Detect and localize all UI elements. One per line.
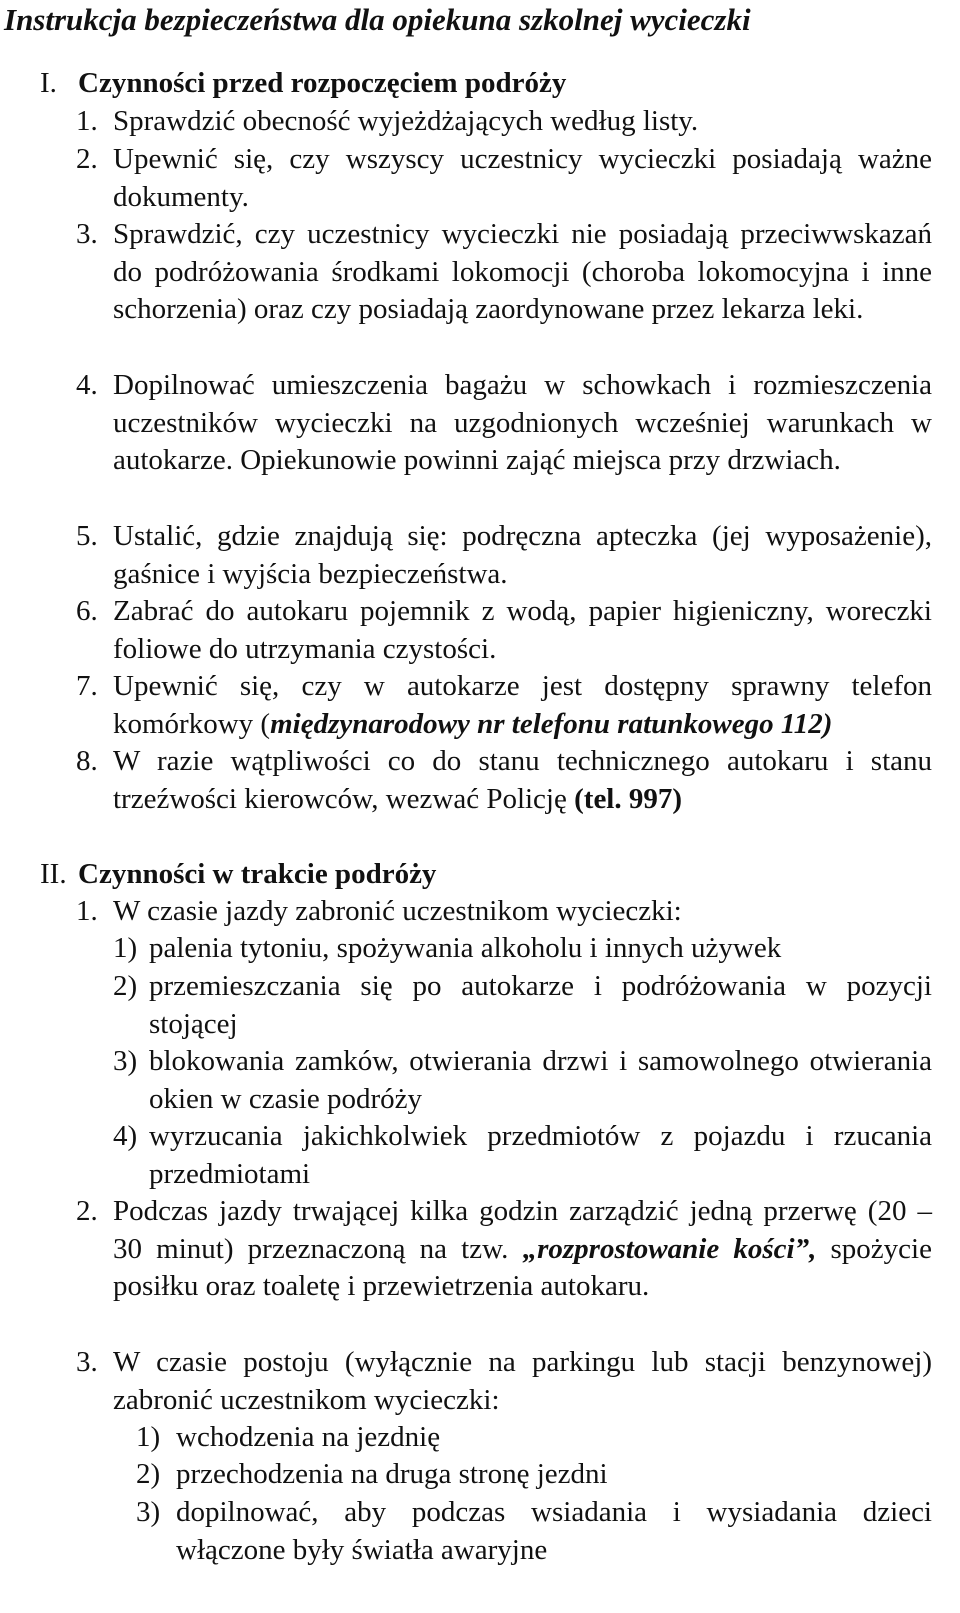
section-1-title: Czynności przed rozpoczęciem podróży — [78, 67, 567, 99]
rest-break-phrase: „rozprostowanie kości”, — [522, 1232, 817, 1265]
section-1-heading — [40, 64, 566, 102]
list-item: 2. Podczas jazdy trwającej kilka godzin zarządzić jedną przerwę (20 – 30 minut) przeznaczoną na tzw. „rozprostowanie kości”, spożycie posiłku oraz toaletę i przewietrzenia autokaru. — [76, 1195, 932, 1303]
list-item: 7. Upewnić się, czy w autokarze jest dostępny sprawny telefon komórkowy (międzynarodowy nr telefonu ratunkowego 112) — [76, 670, 932, 740]
document-title: Instrukcja bezpieczeństwa dla opiekuna szkolnej wycieczki — [4, 2, 751, 37]
sub-list-item: 1) wchodzenia na jezdnię — [136, 1421, 441, 1453]
section-2-number: II. — [40, 858, 67, 890]
sub-list-item: 2) przemieszczania się po autokarze i podróżowania w pozycji stojącej — [113, 970, 932, 1040]
list-item: 2. Upewnić się, czy wszyscy uczestnicy wycieczki posiadają ważne dokumenty. — [76, 143, 932, 213]
sub-list-item: 3) blokowania zamków, otwierania drzwi i samowolnego otwierania okien w czasie podróży — [113, 1045, 932, 1115]
sub-list-item: 2) przechodzenia na druga stronę jezdni — [136, 1458, 608, 1490]
section-2-heading — [40, 855, 436, 893]
list-item: 8. W razie wątpliwości co do stanu technicznego autokaru i stanu trzeźwości kierowców, wezwać Policję (tel. 997) — [76, 745, 932, 815]
sub-list-item: 4) wyrzucania jakichkolwiek przedmiotów z pojazdu i rzucania przedmiotami — [113, 1120, 932, 1190]
section-2-title: Czynności w trakcie podróży — [78, 858, 437, 890]
list-item: 1. Sprawdzić obecność wyjeżdżających według listy. — [76, 105, 699, 137]
list-item: 3. Sprawdzić, czy uczestnicy wycieczki nie posiadają przeciwwskazań do podróżowania środkami lokomocji (choroba lokomocyjna i inne schorzenia) oraz czy posiadają zaordynowane przez lekarza leki. — [76, 218, 932, 326]
emergency-number-note: międzynarodowy nr telefonu ratunkowego 112) — [270, 707, 833, 740]
list-item: 5. Ustalić, gdzie znajdują się: podręczna apteczka (jej wyposażenie), gaśnice i wyjścia bezpieczeństwa. — [76, 520, 932, 590]
section-1-number: I. — [40, 67, 57, 99]
sub-list-item: 3) dopilnować, aby podczas wsiadania i wysiadania dzieci włączone były światła awaryjne — [136, 1496, 932, 1566]
list-item: 4. Dopilnować umieszczenia bagażu w schowkach i rozmieszczenia uczestników wycieczki na uzgodnionych wcześniej warunkach w autokarze. Opiekunowie powinni zająć miejsca przy drzwiach. — [76, 369, 932, 477]
list-item: 3. W czasie postoju (wyłącznie na parkingu lub stacji benzynowej) zabronić uczestnikom wycieczki: — [76, 1346, 932, 1416]
list-item: 1. W czasie jazdy zabronić uczestnikom wycieczki: — [76, 895, 682, 927]
sub-list-item: 1) palenia tytoniu, spożywania alkoholu i innych używek — [113, 932, 782, 964]
police-number-note: (tel. 997) — [574, 782, 683, 815]
list-item: 6. Zabrać do autokaru pojemnik z wodą, papier higieniczny, woreczki foliowe do utrzymania czystości. — [76, 595, 932, 665]
